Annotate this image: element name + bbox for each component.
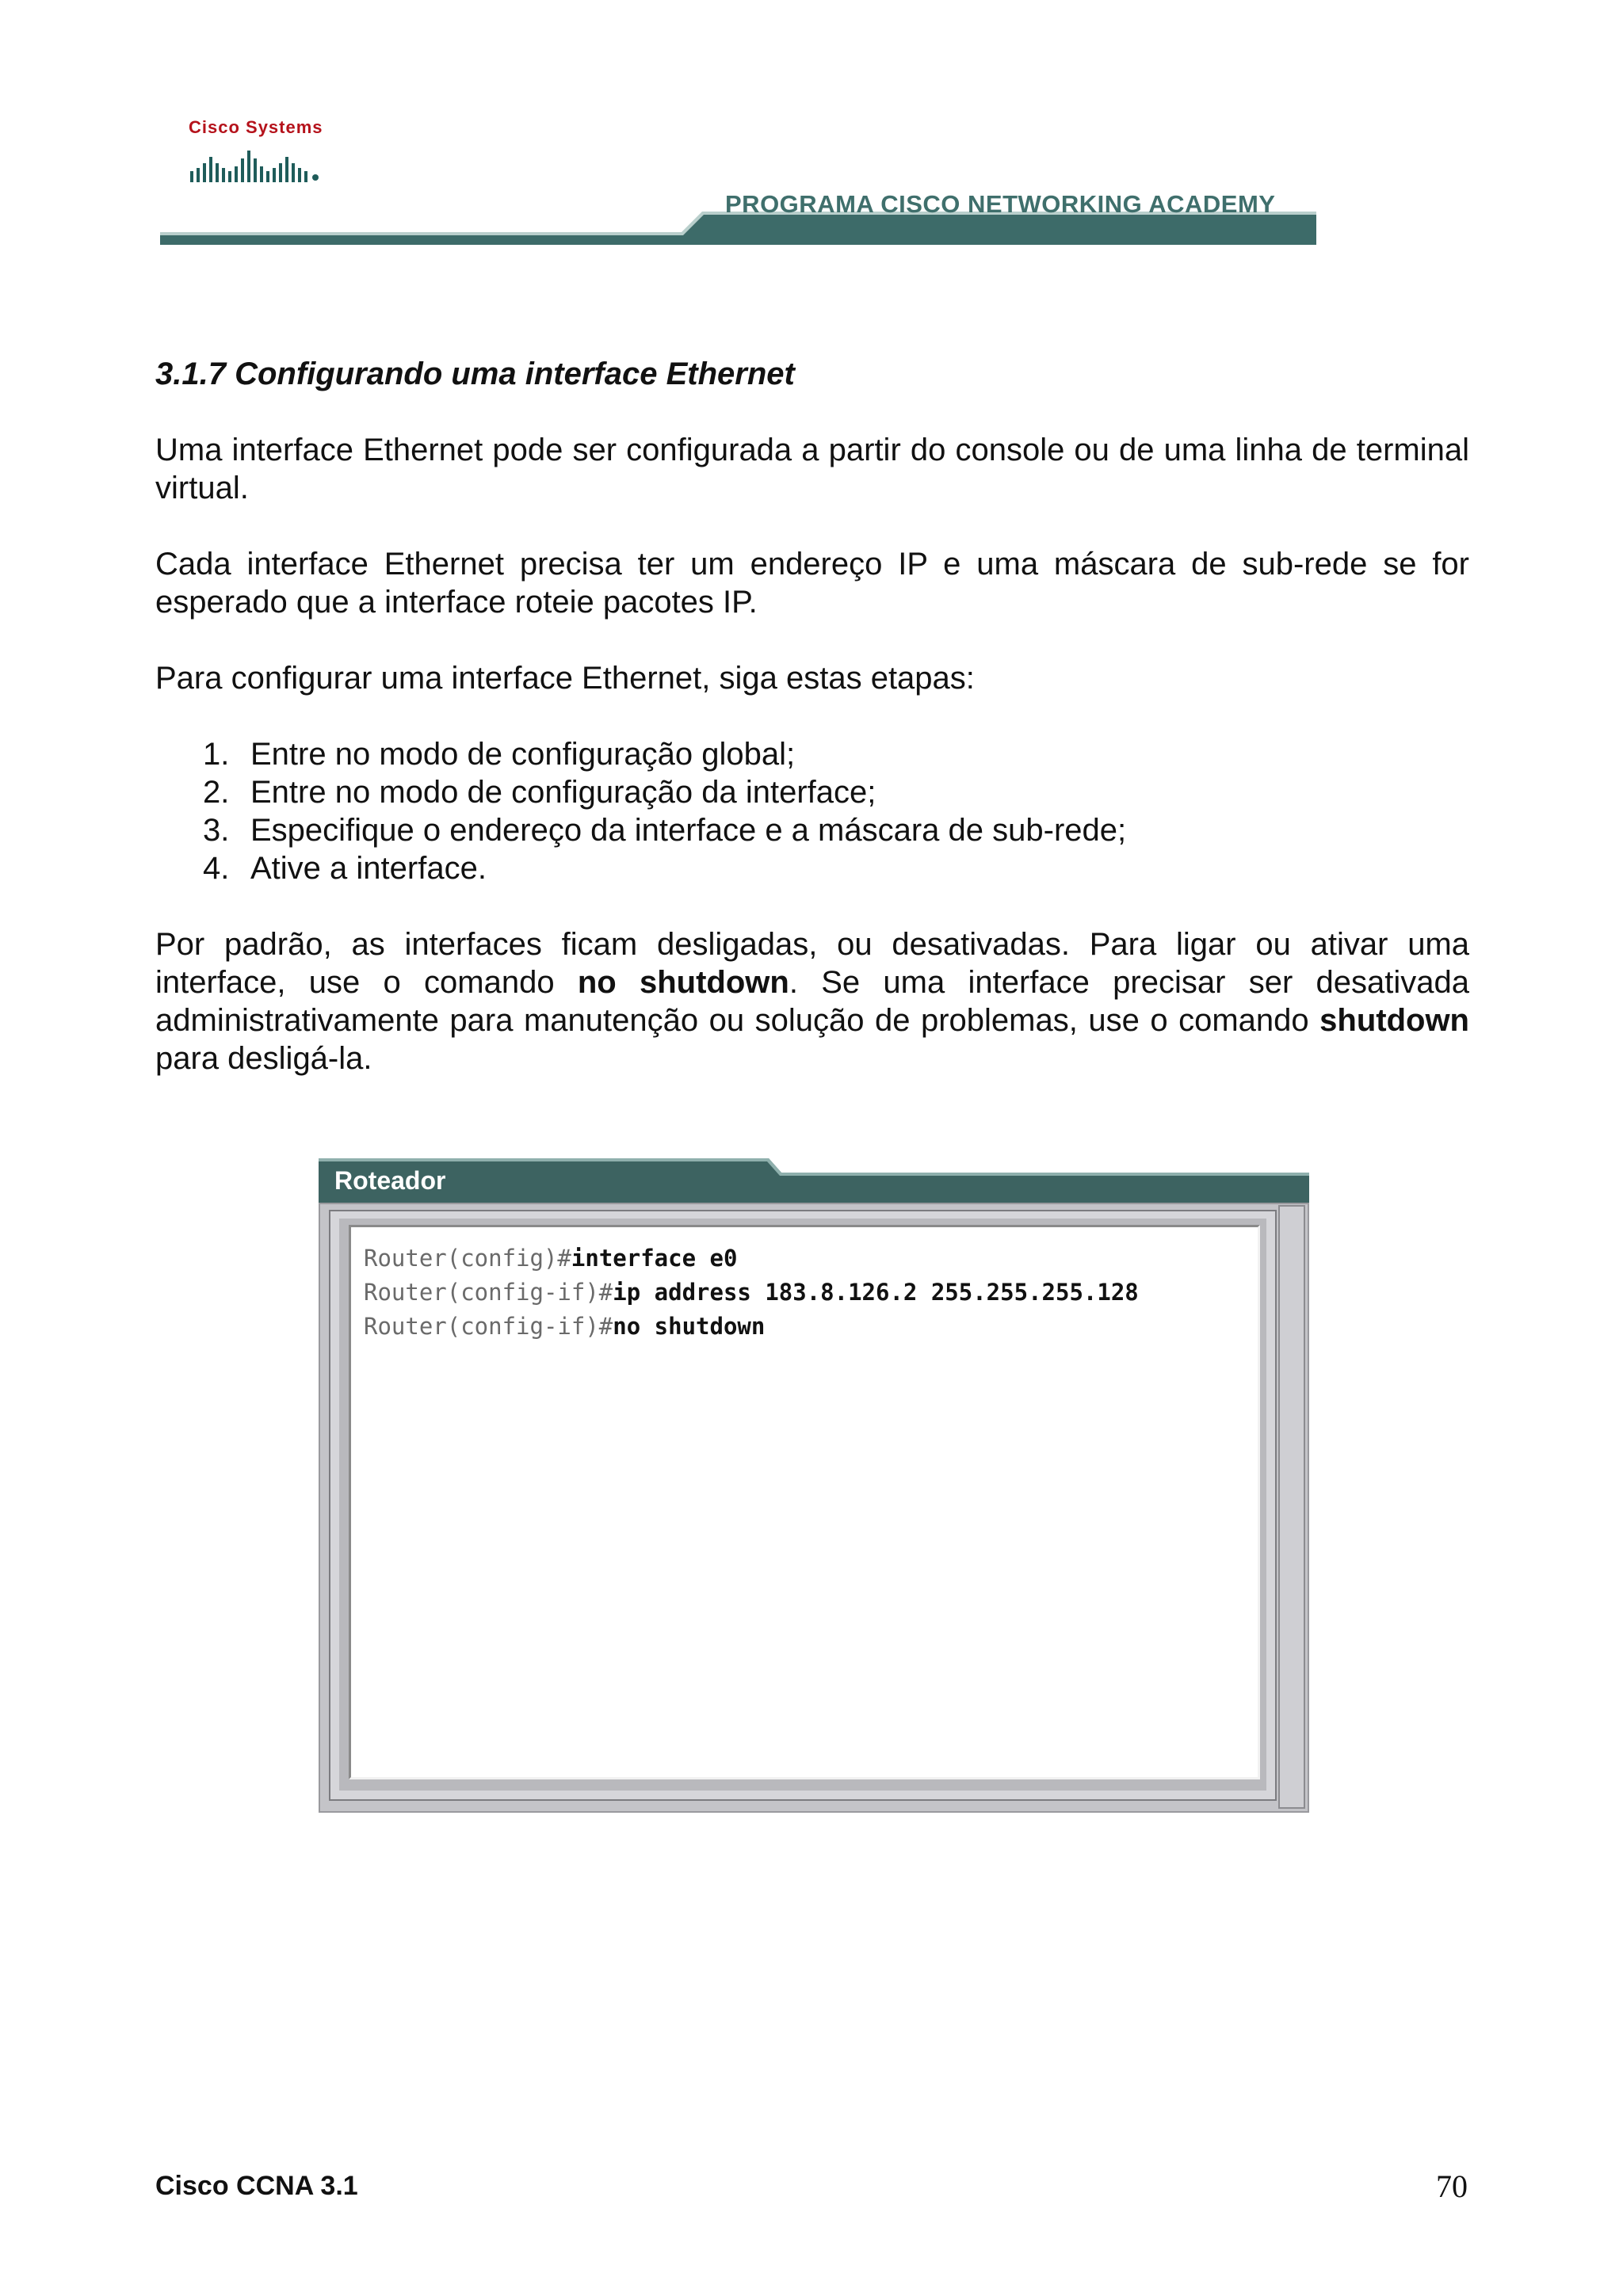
cisco-logo	[189, 117, 323, 182]
terminal-prompt: Router(config-if)#	[364, 1279, 613, 1306]
list-item	[203, 773, 1469, 811]
step-number: 1.	[203, 737, 230, 772]
main-content	[155, 355, 1469, 1116]
terminal-line	[364, 1310, 1258, 1344]
list-item	[203, 811, 1469, 849]
terminal-command: ip address 183.8.126.2 255.255.255.128	[613, 1279, 1139, 1306]
step-text: Ative a interface.	[250, 851, 487, 886]
list-item	[203, 849, 1469, 887]
footer-course: Cisco CCNA 3.1	[155, 2171, 358, 2201]
steps-list	[155, 735, 1469, 887]
terminal-screen[interactable]	[349, 1225, 1260, 1779]
closing-text: para desligá-la.	[155, 1041, 372, 1076]
command-no-shutdown: no shutdown	[577, 965, 789, 1000]
step-number: 2.	[203, 775, 230, 810]
paragraph: Cada interface Ethernet precisa ter um endereço IP e uma máscara de sub-rede se for esperado que a interface roteie pacotes IP.	[155, 547, 1469, 620]
terminal-line	[364, 1276, 1258, 1310]
closing-text: . Se uma interface precisar ser desativada administrativamente para manutenção ou solução de problemas, use o comando	[155, 965, 1470, 1038]
paragraph: Para configurar uma interface Ethernet, siga estas etapas:	[155, 661, 975, 696]
step-text: Especifique o endereço da interface e a máscara de sub-rede;	[250, 813, 1127, 848]
closing-paragraph	[155, 925, 1469, 1077]
router-title: Roteador	[334, 1166, 446, 1195]
terminal-line	[364, 1241, 1258, 1276]
academy-title: PROGRAMA CISCO NETWORKING ACADEMY	[725, 190, 1276, 218]
router-window	[319, 1158, 1309, 1813]
logo-text: Cisco Systems	[189, 117, 323, 137]
command-shutdown: shutdown	[1319, 1003, 1469, 1038]
section-heading: 3.1.7 Configurando uma interface Ethernet	[155, 357, 795, 391]
terminal-command: no shutdown	[613, 1313, 766, 1340]
terminal-prompt: Router(config)#	[364, 1245, 571, 1272]
page-number: 70	[1436, 2168, 1468, 2204]
step-number: 4.	[203, 851, 230, 886]
terminal-prompt: Router(config-if)#	[364, 1313, 613, 1340]
step-number: 3.	[203, 813, 230, 848]
paragraph: Uma interface Ethernet pode ser configurada a partir do console ou de uma linha de terminal virtual.	[155, 433, 1469, 505]
closing-text: Por padrão, as interfaces ficam desligadas, ou desativadas. Para ligar ou ativar uma interface, use o comando	[155, 927, 1469, 1000]
terminal-command: interface e0	[571, 1245, 738, 1272]
list-item	[203, 735, 1469, 773]
step-text: Entre no modo de configuração da interface;	[250, 775, 876, 810]
step-text: Entre no modo de configuração global;	[250, 737, 796, 772]
